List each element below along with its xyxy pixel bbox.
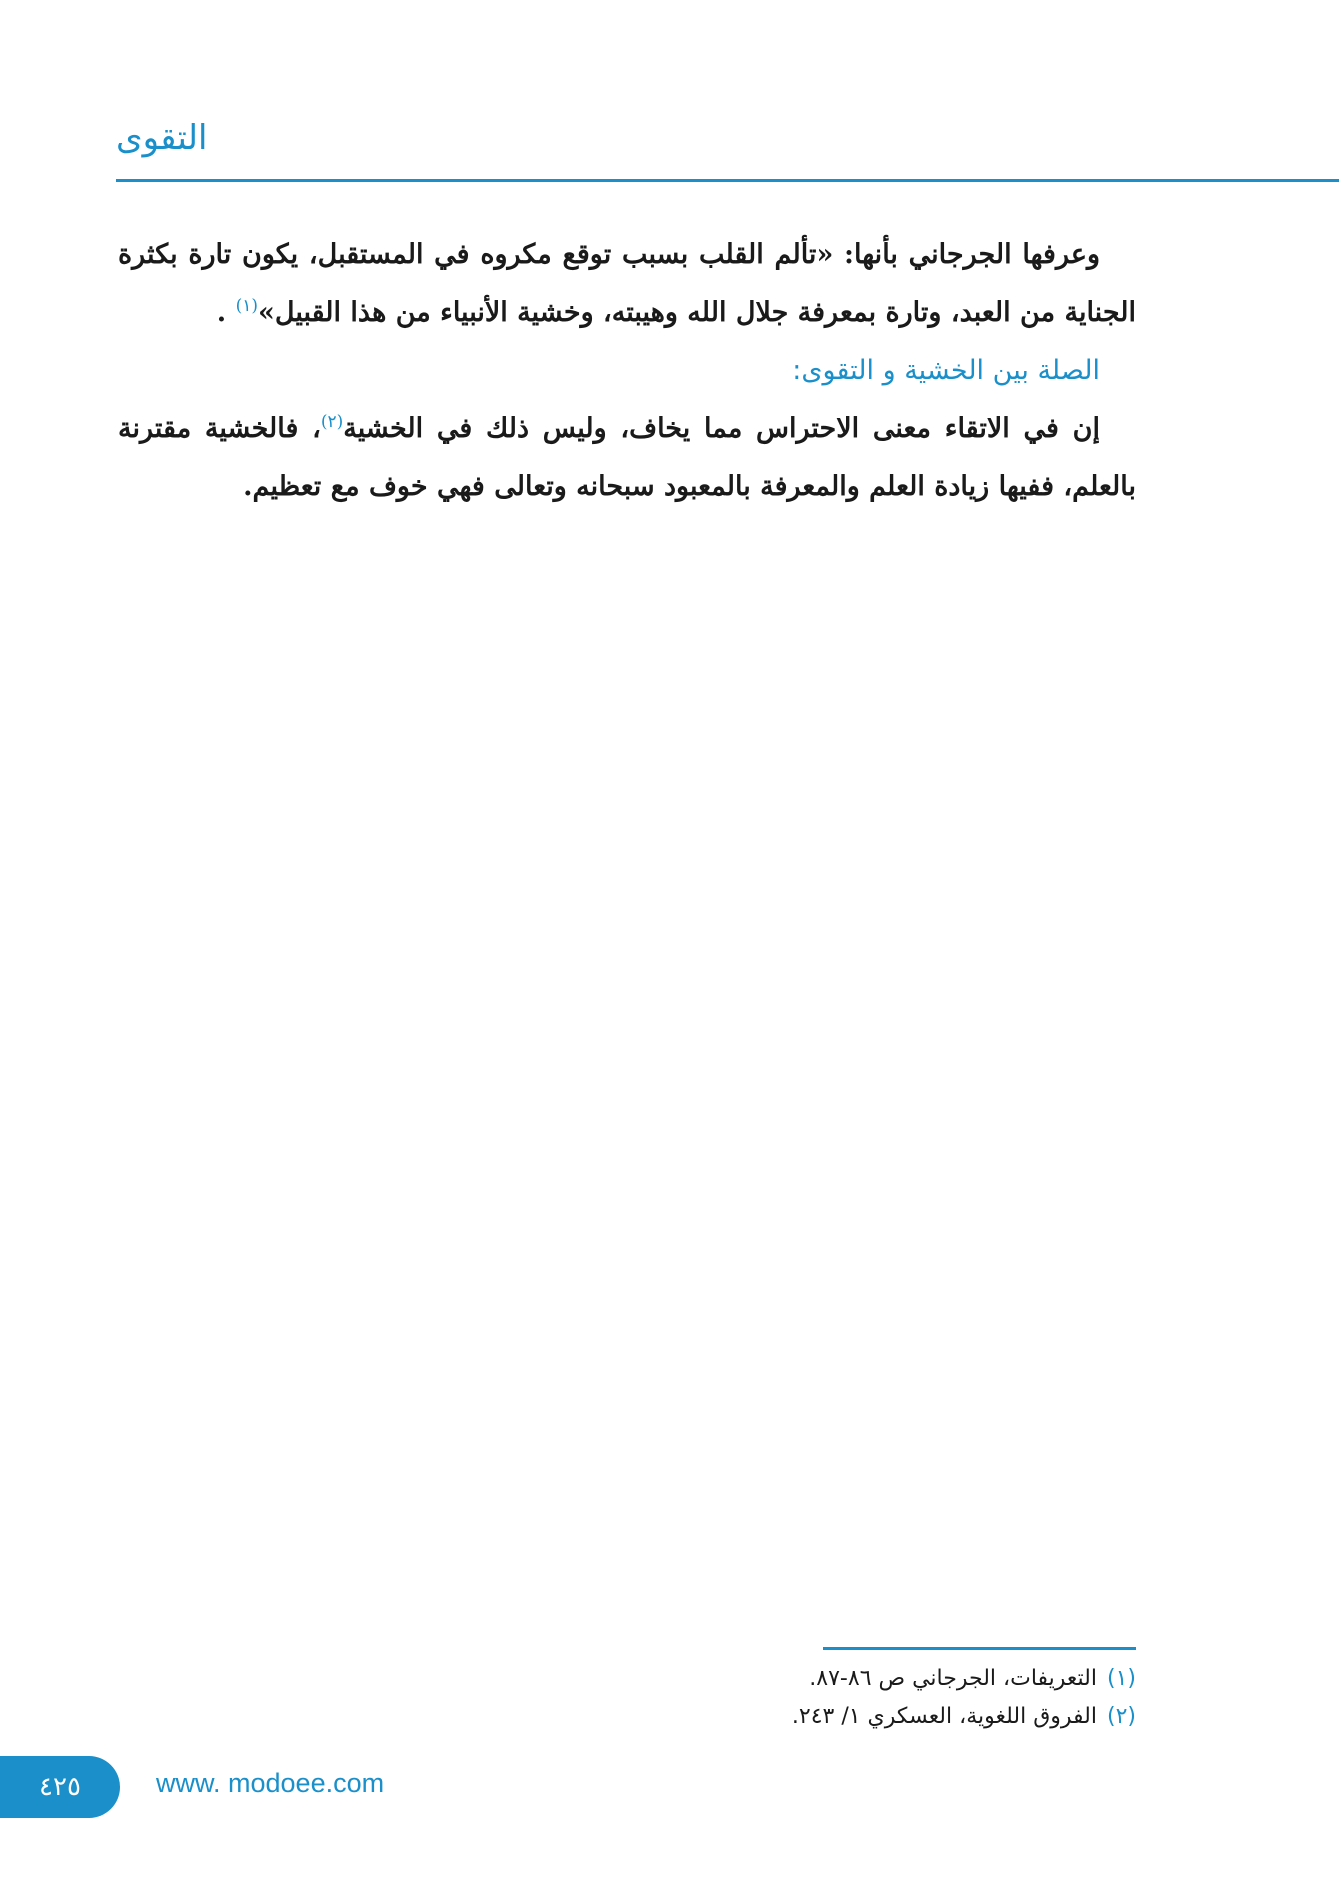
footnote-ref-2[interactable]: (٢) [320,412,344,432]
paragraph-relation [118,400,1136,516]
footnote-number: (١) [1106,1666,1136,1691]
website-link[interactable]: www. modoee.com [156,1768,385,1798]
page-number: ٤٢٥ [39,1772,81,1802]
page-title: التقوى [116,118,208,158]
page-number-badge [0,1756,120,1818]
header-divider [116,179,1339,182]
footnote-item [500,1660,1136,1698]
section-heading: الصلة بين الخشية و التقوى: [792,355,1100,386]
footnote-text: التعريفات، الجرجاني ص ٨٦-٨٧. [809,1666,1097,1691]
footnote-divider [823,1647,1136,1650]
footnotes [500,1660,1136,1736]
footnote-number: (٢) [1106,1704,1136,1729]
paragraph-definition-end: . [216,297,227,328]
footnote-item [500,1698,1136,1736]
paragraph-definition-text: وعرفها الجرجاني بأنها: «تألم القلب بسبب توقع مكروه في المستقبل، يكون تارة بكثرة الجناية من العبد، وتارة بمعرفة جلال الله وهيبته، وخشية الأنبياء من هذا القبيل» [118,239,1136,328]
footnote-ref-1[interactable]: (١) [235,296,258,316]
paragraph-relation-text-a: إن في الاتقاء معنى الاحتراس مما يخاف، وليس ذلك في الخشية [343,413,1100,444]
paragraph-definition [118,226,1136,342]
footnote-text: الفروق اللغوية، العسكري ١/ ٢٤٣. [791,1704,1097,1729]
main-text [118,226,1136,516]
paragraph-relation-text-b: ، فالخشية مقترنة بالعلم، ففيها زيادة العلم والمعرفة بالمعبود سبحانه وتعالى فهي خوف مع تعظيم. [118,413,1136,502]
